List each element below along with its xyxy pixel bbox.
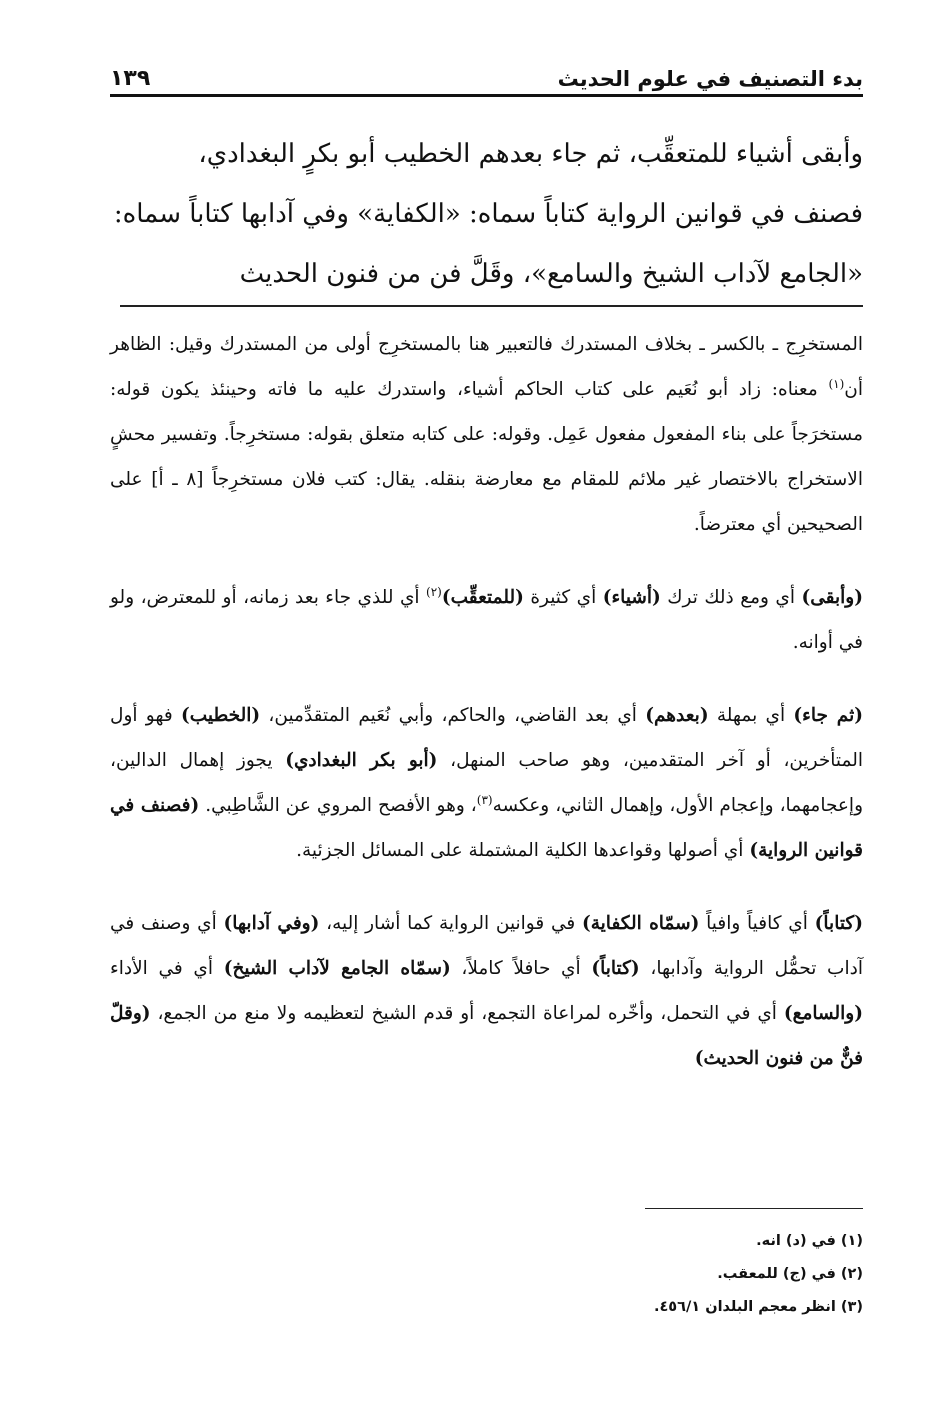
commentary-text: أي بمهلة [708,705,794,726]
footnote-ref: (١) [828,376,845,391]
footnote-ref: (٢) [426,584,442,599]
keyword: (للمتعقِّب) [441,587,524,608]
footnote: (١) في (د) انه. [756,1233,863,1249]
keyword: (ثم جاء) [793,705,863,726]
commentary-paragraph [110,575,863,665]
commentary-text: أي للذي جاء بعد زمانه، أو للمعترض، ولو في أوانه. [110,587,863,653]
main-text-line: فصنف في قوانين الرواية كتاباً سماه: «الكفاية» وفي آدابها كتاباً سماه: [113,199,863,229]
commentary-text: في قوانين الرواية كما أشار إليه، [319,913,582,934]
commentary-text: أي في الأداء [110,958,224,979]
keyword: (وفي آدابها) [223,913,320,934]
commentary-paragraph [110,693,863,873]
commentary-text: أي كثيرة [523,587,603,608]
running-title: بدء التصنيف في علوم الحديث [557,67,863,91]
footnote-rule [645,1208,863,1209]
commentary-text: يجوز إهمال الدالين، وإعجامهما، وإعجام الأول، وإهمال الثاني، وعكسه [110,750,864,816]
commentary-text: أي بعد القاضي، والحاكم، وأبي نُعَيم المتقدِّمين، [260,705,646,726]
keyword: (والسامع) [783,1003,863,1024]
commentary [110,322,863,1081]
keyword: (كتاباً) [591,958,640,979]
footnote-ref: (٣) [476,792,493,807]
commentary-text: فهو أول المتأخرين، أو آخر المتقدمين، وهو صاحب المنهل، [110,705,863,771]
commentary-text: أي ومع ذلك ترك [660,587,802,608]
commentary-paragraph [110,901,863,1081]
footnote: (٣) انظر معجم البلدان ٤٥٦/١. [653,1299,863,1315]
footnote: (٢) في (ج) للمعقب. [717,1266,863,1282]
keyword: (الخطيب) [180,705,261,726]
keyword: (وقلّ فنٌّ من فنون الحديث) [110,1003,863,1069]
main-text [110,124,863,304]
keyword: (أبو بكر البغدادي) [285,750,438,771]
page-header [110,50,863,94]
commentary-text: معناه: زاد أبو نُعَيم على كتاب الحاكم أشياء، واستدرك عليه ما فاته وحينئذ يكون قوله: مستخرَجاً على بناء المفعول مفعول عَمِل. وقوله: على كتابه متعلق بقوله: مستخرِجاً. وتفسير محشٍ الاستخراج بالاختصار غير ملائم للمقام مع معارضة بنقله. يقال: كتب فلان مستخرِجاً [٨ ـ أ] على الصحيحين أي معترضاً. [110,379,863,535]
keyword: (سمّاه الجامع لآداب الشيخ) [223,958,451,979]
keyword: (كتاباً) [814,913,863,934]
commentary-text: أي كافياً وافياً [699,913,815,934]
footnotes [110,1225,863,1324]
header-rule [110,94,863,97]
main-text-line: «الجامع لآداب الشيخ والسامع»، وقَلَّ فن من فنون الحديث [239,259,863,289]
main-text-line: وأبقى أشياء للمتعقِّب، ثم جاء بعدهم الخطيب أبو بكرٍ البغدادي، [198,139,863,169]
commentary-text: ، وهو الأفصح المروي عن الشَّاطِبي. [199,795,477,816]
commentary-paragraph [110,322,863,547]
keyword: (أشياء) [602,587,661,608]
commentary-text: أي وصنف في آداب تحمُّل الرواية وآدابها، [110,913,863,979]
keyword: (وأبقى) [801,587,863,608]
commentary-text: أي حافلاً كاملاً، [450,958,592,979]
commentary-text: أي في التحمل، وأخّره لمراعاة التجمع، أو قدم الشيخ لتعظيمه ولا منع من الجمع، [150,1003,784,1024]
keyword: (سمّاه الكفاية) [581,913,700,934]
commentary-text: المستخرِج ـ بالكسر ـ بخلاف المستدرك فالتعبير هنا بالمستخرِج أولى من المستدرك وقيل: الظاهر أن [110,334,863,400]
keyword: (بعدهم) [645,705,709,726]
keyword: (فصنف في قوانين الرواية) [110,795,863,861]
separator-rule [120,305,863,307]
commentary-text: أي أصولها وقواعدها الكلية المشتملة على المسائل الجزئية. [296,840,750,861]
page-number: ١٣٩ [110,66,151,91]
